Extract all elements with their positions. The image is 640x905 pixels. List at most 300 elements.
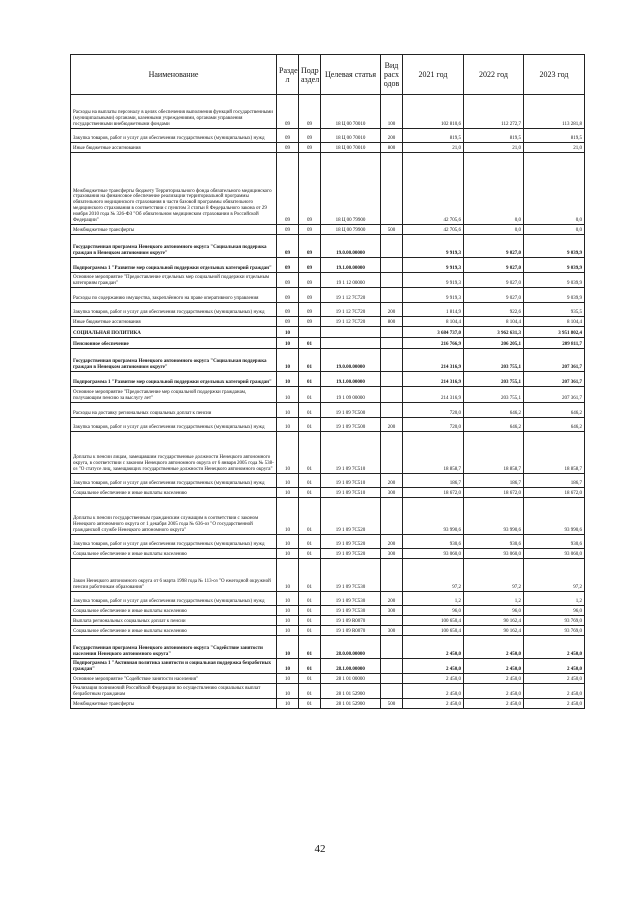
table-row (71, 372, 585, 387)
cell-vid: 200 (381, 535, 403, 549)
cell-target (321, 338, 381, 349)
cell-name: Доплаты к пенсии лицам, замещавшим государственные должности Ненецкого автономного округа, в соответствии с законом Ненецкого автономного округа от 6 января 2005 года № 538-оз "О статусе лиц, замещающих государственные должности Ненецкого автономного округа" (71, 432, 277, 474)
cell-2023: 113 281,8 (524, 95, 585, 129)
cell-vid (381, 659, 403, 674)
cell-2022: 922,6 (464, 303, 524, 317)
cell-2023: 2 450,0 (524, 659, 585, 674)
page-number: 42 (314, 843, 326, 855)
cell-razdel: 09 (277, 235, 299, 258)
cell-2022: 97,2 (464, 559, 524, 592)
cell-2022: 18 672,0 (464, 488, 524, 498)
cell-vid: 300 (381, 606, 403, 616)
cell-vid: 200 (381, 418, 403, 432)
cell-vid (381, 235, 403, 258)
cell-razdel: 10 (277, 606, 299, 616)
cell-target: 18 Ц 00 70010 (321, 129, 381, 143)
cell-vid (381, 288, 403, 303)
cell-vid (381, 616, 403, 626)
col-header-target: Целевая статья (321, 55, 381, 95)
cell-2022: 2 450,0 (464, 674, 524, 684)
cell-podrazdel: 01 (299, 418, 321, 432)
cell-2022: 9 027,0 (464, 273, 524, 288)
cell-razdel: 10 (277, 474, 299, 488)
cell-name: Доплаты к пенсии государственным гражданским служащим в соответствии с законом Ненецкого автономного округа от 1 декабря 2005 года № 636-оз "О государственной гражданской службе Ненецкого автономного округа" (71, 498, 277, 535)
cell-name: Межбюджетные трансферты (71, 699, 277, 709)
table-row (71, 699, 585, 709)
cell-2021: 1,2 (403, 592, 464, 606)
cell-vid (381, 559, 403, 592)
cell-vid: 100 (381, 95, 403, 129)
cell-razdel: 10 (277, 338, 299, 349)
cell-podrazdel: 09 (299, 273, 321, 288)
cell-2021: 2 450,0 (403, 684, 464, 699)
cell-2021: 18 672,0 (403, 488, 464, 498)
cell-name: СОЦИАЛЬНАЯ ПОЛИТИКА (71, 327, 277, 338)
table-row (71, 626, 585, 636)
cell-2022: 203 755,1 (464, 372, 524, 387)
cell-2023: 186,7 (524, 474, 585, 488)
table-row (71, 636, 585, 659)
cell-2022: 203 755,1 (464, 349, 524, 372)
cell-razdel: 10 (277, 488, 299, 498)
cell-2023: 3 951 802,4 (524, 327, 585, 338)
cell-name: Социальное обеспечение и иные выплаты населению (71, 626, 277, 636)
cell-2022: 21,0 (464, 143, 524, 153)
cell-name: Закупка товаров, работ и услуг для обеспечения государственных (муниципальных) нужд (71, 418, 277, 432)
cell-podrazdel: 01 (299, 616, 321, 626)
table-row (71, 387, 585, 403)
cell-target: 19.1.00.00000 (321, 258, 381, 273)
cell-2023: 93 990,6 (524, 498, 585, 535)
cell-razdel: 09 (277, 143, 299, 153)
cell-vid: 800 (381, 317, 403, 327)
cell-podrazdel: 01 (299, 592, 321, 606)
cell-target: 18 Ц 00 79900 (321, 225, 381, 235)
cell-2021: 42 705,6 (403, 153, 464, 225)
cell-vid (381, 327, 403, 338)
cell-2022: 9 027,0 (464, 288, 524, 303)
cell-target: 18 Ц 00 79900 (321, 153, 381, 225)
cell-2022: 93 060,0 (464, 549, 524, 559)
cell-2022: 18 858,7 (464, 432, 524, 474)
cell-razdel: 10 (277, 674, 299, 684)
cell-name: Основное мероприятие "Содействие занятости населения" (71, 674, 277, 684)
cell-podrazdel: 01 (299, 606, 321, 616)
cell-vid (381, 498, 403, 535)
cell-vid: 300 (381, 488, 403, 498)
cell-target: 18 Ц 00 70010 (321, 95, 381, 129)
table-row (71, 225, 585, 235)
cell-razdel: 10 (277, 403, 299, 418)
cell-razdel: 10 (277, 616, 299, 626)
cell-2021: 214 316,9 (403, 372, 464, 387)
cell-vid: 800 (381, 143, 403, 153)
cell-2021: 2 450,0 (403, 699, 464, 709)
cell-razdel: 10 (277, 432, 299, 474)
cell-2022: 9 027,0 (464, 258, 524, 273)
table-row (71, 559, 585, 592)
table-row (71, 95, 585, 129)
cell-2023: 2 450,0 (524, 636, 585, 659)
cell-2021: 720,0 (403, 418, 464, 432)
cell-name: Расходы на выплаты персоналу в целях обеспечения выполнения функций государственными (муниципальными) органами, казенными учреждениями, органами управления государственными внебюджетными фондами (71, 95, 277, 129)
cell-razdel: 10 (277, 349, 299, 372)
cell-razdel: 09 (277, 153, 299, 225)
cell-name: Закон Ненецкого автономного округа от 6 марта 1998 года № 113-оз "О ежегодной окружной пенсии работникам образования" (71, 559, 277, 592)
table-row (71, 129, 585, 143)
cell-2021: 9 919,3 (403, 235, 464, 258)
cell-razdel: 09 (277, 273, 299, 288)
table-row (71, 317, 585, 327)
cell-2022: 2 450,0 (464, 699, 524, 709)
cell-podrazdel: 09 (299, 153, 321, 225)
col-header-2021: 2021 год (403, 55, 464, 95)
cell-2021: 930,6 (403, 535, 464, 549)
cell-vid: 500 (381, 225, 403, 235)
cell-target: 28.0.00.00000 (321, 636, 381, 659)
table-row (71, 143, 585, 153)
cell-2021: 216 766,9 (403, 338, 464, 349)
cell-podrazdel: 09 (299, 317, 321, 327)
cell-2023: 18 672,0 (524, 488, 585, 498)
cell-razdel: 09 (277, 129, 299, 143)
cell-name: Расходы на доставку региональных социальных доплат к пенсии (71, 403, 277, 418)
cell-razdel: 09 (277, 225, 299, 235)
cell-razdel: 10 (277, 418, 299, 432)
table-row (71, 235, 585, 258)
cell-podrazdel: 09 (299, 303, 321, 317)
cell-2021: 214 316,9 (403, 387, 464, 403)
cell-razdel: 10 (277, 549, 299, 559)
cell-name: Государственная программа Ненецкого автономного округа "Социальная поддержка граждан в Ненецком автономном округе" (71, 349, 277, 372)
cell-target: 28 1 01 52900 (321, 684, 381, 699)
cell-vid: 300 (381, 549, 403, 559)
cell-name: Выплата региональных социальных доплат к пенсии (71, 616, 277, 626)
cell-target: 19.1.00.00000 (321, 372, 381, 387)
cell-2022: 8 104,4 (464, 317, 524, 327)
table-row (71, 549, 585, 559)
cell-2022: 186,7 (464, 474, 524, 488)
table-row (71, 535, 585, 549)
cell-2022: 646,2 (464, 418, 524, 432)
cell-2022: 930,6 (464, 535, 524, 549)
cell-vid (381, 403, 403, 418)
table-row (71, 153, 585, 225)
cell-razdel: 10 (277, 559, 299, 592)
cell-vid (381, 387, 403, 403)
table-row (71, 684, 585, 699)
cell-razdel: 10 (277, 387, 299, 403)
col-header-razdel: Разде л (277, 55, 299, 95)
cell-2021: 214 316,9 (403, 349, 464, 372)
col-header-vid: Вид расх одов (381, 55, 403, 95)
cell-vid (381, 432, 403, 474)
cell-2021: 720,0 (403, 403, 464, 418)
cell-name: Социальное обеспечение и иные выплаты населению (71, 606, 277, 616)
cell-razdel: 09 (277, 258, 299, 273)
cell-name: Основное мероприятие "Предоставление отдельных мер социальной поддержки отдельным категориям граждан" (71, 273, 277, 288)
cell-podrazdel: 01 (299, 674, 321, 684)
cell-podrazdel: 01 (299, 372, 321, 387)
cell-2023: 935,5 (524, 303, 585, 317)
table-row (71, 288, 585, 303)
cell-razdel: 10 (277, 498, 299, 535)
cell-name: Реализация полномочий Российской Федерации по осуществлению социальных выплат безработным гражданам (71, 684, 277, 699)
table-row (71, 349, 585, 372)
cell-2022: 2 450,0 (464, 684, 524, 699)
cell-target: 19 1 09 7C530 (321, 559, 381, 592)
cell-2023: 0,0 (524, 153, 585, 225)
cell-2022: 90 162,4 (464, 616, 524, 626)
cell-name: Межбюджетные трансферты (71, 225, 277, 235)
cell-2023: 207 361,7 (524, 372, 585, 387)
cell-podrazdel: 09 (299, 143, 321, 153)
cell-2023: 2 450,0 (524, 699, 585, 709)
cell-razdel: 10 (277, 636, 299, 659)
cell-podrazdel: 09 (299, 129, 321, 143)
cell-vid (381, 258, 403, 273)
cell-podrazdel (299, 327, 321, 338)
cell-2022: 3 962 631,3 (464, 327, 524, 338)
cell-target: 28.1.00.00000 (321, 659, 381, 674)
cell-podrazdel: 01 (299, 636, 321, 659)
cell-podrazdel: 01 (299, 474, 321, 488)
cell-razdel: 10 (277, 626, 299, 636)
cell-2023: 9 039,9 (524, 273, 585, 288)
cell-target: 18 Ц 00 70010 (321, 143, 381, 153)
cell-razdel: 09 (277, 303, 299, 317)
cell-2023: 9 039,9 (524, 235, 585, 258)
cell-2021: 96,0 (403, 606, 464, 616)
table-row (71, 606, 585, 616)
cell-2021: 100 650,4 (403, 626, 464, 636)
cell-razdel: 10 (277, 592, 299, 606)
cell-2021: 2 450,0 (403, 674, 464, 684)
cell-target: 19 1 09 7C530 (321, 592, 381, 606)
cell-podrazdel: 01 (299, 684, 321, 699)
budget-table-page (70, 54, 584, 709)
col-header-podrazdel: Подр аздел (299, 55, 321, 95)
cell-2021: 21,0 (403, 143, 464, 153)
table-row (71, 303, 585, 317)
cell-2021: 9 919,3 (403, 258, 464, 273)
cell-name: Государственная программа Ненецкого автономного округа "Социальная поддержка граждан в Ненецком автономном округе" (71, 235, 277, 258)
cell-target: 19 1 09 7C520 (321, 535, 381, 549)
cell-2021: 186,7 (403, 474, 464, 488)
cell-podrazdel: 01 (299, 549, 321, 559)
cell-target: 19 1 12 7C720 (321, 303, 381, 317)
cell-vid (381, 153, 403, 225)
cell-vid: 500 (381, 699, 403, 709)
cell-2023: 1,2 (524, 592, 585, 606)
cell-razdel: 09 (277, 95, 299, 129)
cell-name: Межбюджетные трансферты бюджету Территориального фонда обязательного медицинского страхования на финансовое обеспечение реализации территориальной программы обязательного медицинского страхования в части базовой программы обязательного медицинского страхования в соответствии с пунктом 3 статьи 8 Федерального закона от 29 ноября 2010 года № 326-ФЗ "Об обязательном медицинском страховании в Российской Федерации" (71, 153, 277, 225)
cell-2023: 18 858,7 (524, 432, 585, 474)
table-row (71, 488, 585, 498)
table-row (71, 418, 585, 432)
cell-vid (381, 684, 403, 699)
cell-2021: 97,2 (403, 559, 464, 592)
table-row (71, 616, 585, 626)
cell-podrazdel: 01 (299, 387, 321, 403)
cell-target: 19 1 09 00000 (321, 387, 381, 403)
cell-razdel: 10 (277, 535, 299, 549)
cell-vid (381, 636, 403, 659)
cell-2023: 209 811,7 (524, 338, 585, 349)
cell-2023: 2 450,0 (524, 674, 585, 684)
cell-razdel: 10 (277, 684, 299, 699)
cell-2021: 9 919,3 (403, 273, 464, 288)
cell-2023: 93 769,0 (524, 626, 585, 636)
cell-2023: 0,0 (524, 225, 585, 235)
cell-2022: 203 755,1 (464, 387, 524, 403)
cell-vid (381, 674, 403, 684)
cell-vid (381, 372, 403, 387)
cell-2022: 93 990,6 (464, 498, 524, 535)
table-row (71, 474, 585, 488)
table-row (71, 498, 585, 535)
cell-2022: 0,0 (464, 225, 524, 235)
cell-2023: 819,5 (524, 129, 585, 143)
cell-2023: 8 104,4 (524, 317, 585, 327)
cell-podrazdel: 09 (299, 258, 321, 273)
cell-vid: 200 (381, 592, 403, 606)
cell-2023: 2 450,0 (524, 684, 585, 699)
cell-2023: 646,2 (524, 403, 585, 418)
cell-2021: 819,5 (403, 129, 464, 143)
cell-2023: 21,0 (524, 143, 585, 153)
cell-target: 28 1 01 00000 (321, 674, 381, 684)
cell-podrazdel: 09 (299, 95, 321, 129)
cell-podrazdel: 01 (299, 699, 321, 709)
cell-name: Иные бюджетные ассигнования (71, 143, 277, 153)
cell-podrazdel: 09 (299, 225, 321, 235)
cell-2023: 9 039,9 (524, 288, 585, 303)
cell-podrazdel: 01 (299, 349, 321, 372)
cell-2022: 0,0 (464, 153, 524, 225)
cell-2022: 646,2 (464, 403, 524, 418)
cell-razdel: 10 (277, 659, 299, 674)
cell-2022: 2 450,0 (464, 636, 524, 659)
cell-podrazdel: 01 (299, 338, 321, 349)
cell-2023: 97,2 (524, 559, 585, 592)
table-row (71, 659, 585, 674)
cell-vid: 200 (381, 303, 403, 317)
cell-name: Закупка товаров, работ и услуг для обеспечения государственных (муниципальных) нужд (71, 129, 277, 143)
cell-2021: 100 650,4 (403, 616, 464, 626)
cell-2023: 207 361,7 (524, 387, 585, 403)
cell-podrazdel: 01 (299, 659, 321, 674)
table-row (71, 327, 585, 338)
table-row (71, 273, 585, 288)
cell-vid: 200 (381, 129, 403, 143)
cell-name: Закупка товаров, работ и услуг для обеспечения государственных (муниципальных) нужд (71, 303, 277, 317)
cell-razdel: 10 (277, 699, 299, 709)
cell-name: Подпрограмма 1 "Развитие мер социальной поддержки отдельных категорий граждан" (71, 258, 277, 273)
cell-vid: 300 (381, 626, 403, 636)
cell-name: Иные бюджетные ассигнования (71, 317, 277, 327)
col-header-2022: 2022 год (464, 55, 524, 95)
cell-name: Пенсионное обеспечение (71, 338, 277, 349)
cell-target: 19 1 09 7C500 (321, 403, 381, 418)
cell-2021: 2 450,0 (403, 636, 464, 659)
cell-name: Расходы по содержанию имущества, закреплённого на праве оперативного управления (71, 288, 277, 303)
cell-name: Основное мероприятие "Предоставление мер социальной поддержки гражданам, получающим пенсию за выслугу лет" (71, 387, 277, 403)
cell-target: 19 1 12 00000 (321, 273, 381, 288)
cell-podrazdel: 01 (299, 488, 321, 498)
cell-2022: 112 272,7 (464, 95, 524, 129)
table-row (71, 258, 585, 273)
cell-2022: 96,0 (464, 606, 524, 616)
cell-razdel: 09 (277, 288, 299, 303)
cell-2022: 90 162,4 (464, 626, 524, 636)
cell-2022: 2 450,0 (464, 659, 524, 674)
cell-2023: 930,6 (524, 535, 585, 549)
cell-name: Закупка товаров, работ и услуг для обеспечения государственных (муниципальных) нужд (71, 535, 277, 549)
table-row (71, 674, 585, 684)
cell-2021: 93 060,0 (403, 549, 464, 559)
cell-target: 19 1 12 7C720 (321, 317, 381, 327)
cell-2021: 93 990,6 (403, 498, 464, 535)
cell-2021: 18 858,7 (403, 432, 464, 474)
table-row (71, 338, 585, 349)
cell-name: Государственная программа Ненецкого автономного округа "Содействие занятости населения Ненецкого автономного округа" (71, 636, 277, 659)
cell-name: Закупка товаров, работ и услуг для обеспечения государственных (муниципальных) нужд (71, 592, 277, 606)
cell-vid (381, 273, 403, 288)
cell-2021: 2 450,0 (403, 659, 464, 674)
cell-2022: 9 027,0 (464, 235, 524, 258)
cell-podrazdel: 09 (299, 288, 321, 303)
cell-2023: 96,0 (524, 606, 585, 616)
cell-2022: 206 205,1 (464, 338, 524, 349)
cell-name: Закупка товаров, работ и услуг для обеспечения государственных (муниципальных) нужд (71, 474, 277, 488)
table-row (71, 592, 585, 606)
cell-target: 19 1 09 7C510 (321, 474, 381, 488)
cell-target: 19 1 12 7C720 (321, 288, 381, 303)
cell-2023: 9 039,9 (524, 258, 585, 273)
cell-podrazdel: 01 (299, 559, 321, 592)
cell-target: 19.0.00.00000 (321, 349, 381, 372)
cell-podrazdel: 01 (299, 535, 321, 549)
cell-target: 28 1 01 52900 (321, 699, 381, 709)
cell-podrazdel: 01 (299, 403, 321, 418)
cell-podrazdel: 01 (299, 498, 321, 535)
col-header-name: Наименование (71, 55, 277, 95)
cell-podrazdel: 09 (299, 235, 321, 258)
budget-table (70, 54, 585, 709)
cell-vid (381, 338, 403, 349)
cell-podrazdel: 01 (299, 626, 321, 636)
cell-target: 19 1 09 7C510 (321, 432, 381, 474)
table-header-row (71, 55, 585, 95)
cell-2021: 9 919,3 (403, 288, 464, 303)
cell-2021: 8 104,4 (403, 317, 464, 327)
col-header-2023: 2023 год (524, 55, 585, 95)
cell-target: 19 1 09 R0070 (321, 626, 381, 636)
cell-2023: 93 769,0 (524, 616, 585, 626)
cell-razdel: 09 (277, 317, 299, 327)
cell-name: Социальное обеспечение и иные выплаты населению (71, 549, 277, 559)
cell-2023: 646,2 (524, 418, 585, 432)
cell-name: Социальное обеспечение и иные выплаты населению (71, 488, 277, 498)
cell-target: 19 1 09 7C520 (321, 549, 381, 559)
table-body (71, 95, 585, 709)
cell-vid: 200 (381, 474, 403, 488)
cell-2022: 1,2 (464, 592, 524, 606)
table-row (71, 403, 585, 418)
cell-2023: 207 361,7 (524, 349, 585, 372)
cell-2021: 102 810,6 (403, 95, 464, 129)
